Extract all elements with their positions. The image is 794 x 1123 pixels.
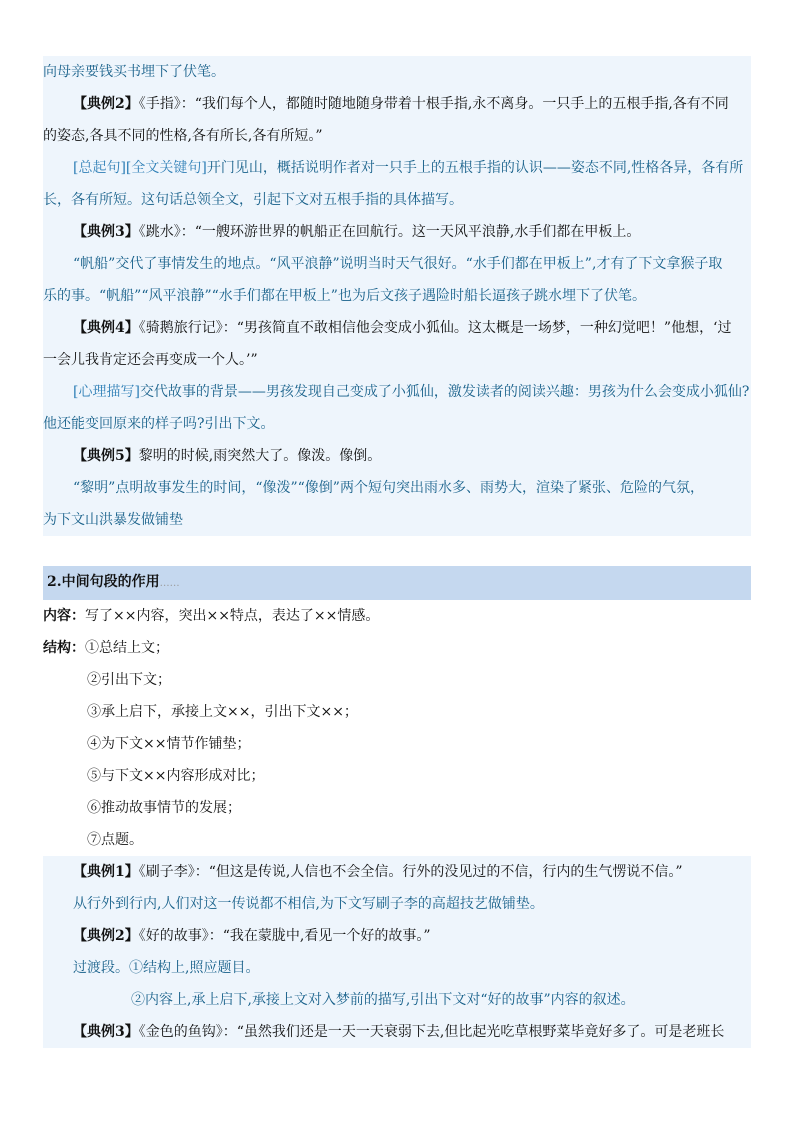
structure-item: ③承上启下，承接上文××，引出下文××； [87,704,358,720]
example-source: 《金色的鱼钩》： [138,1024,237,1040]
example-box-1 [43,56,751,536]
example-1-line [43,856,751,888]
example-quote: “一艘环游世界的帆船正在回航行。这一天风平浪静,水手们都在甲板上。 [194,224,641,240]
example-quote: “男孩简直不敢相信他会变成小狐仙。这太概是一场梦，一种幻觉吧！”他想，‘过 [236,320,732,336]
tag-label: [心理描写] [73,384,140,400]
example-3-line [43,1016,751,1048]
example-5-analysis-2: 为下文山洪暴发做铺垫 [43,512,183,528]
example-source: 《跳水》： [138,224,195,240]
content-row [43,600,751,632]
example-quote: “我们每个人，都随时随地随身带着十根手指,永不离身。一只手上的五根手指,各有不同 [194,96,729,112]
example-2-analysis-2: 长，各有所短。这句话总领全文，引起下文对五根手指的具体描写。 [43,192,463,208]
example-label: 【典例1】 [73,864,139,880]
example-quote: “但这是传说,人信也不会全信。行外的没见过的不信，行内的生气愣说不信。” [208,864,683,880]
example-4-analysis-1 [43,376,751,408]
example-2-line-1 [43,88,751,120]
structure-item: ⑦点题。 [87,832,143,848]
example-label: 【典例5】 [73,448,139,464]
example-quote: “虽然我们还是一天一天衰弱下去,但比起光吃草根野菜毕竟好多了。可是老班长 [236,1024,725,1040]
section-heading-text: 2.中间句段的作用 [47,574,160,590]
example-5-analysis-1: “黎明”点明故事发生的时间，“像泼”“像倒”两个短句突出雨水多、雨势大，渲染了紧张、危险的气氛， [73,480,704,496]
example-3-analysis-1: “帆船”交代了事情发生的地点。“风平浪静”说明当时天气很好。“水手们都在甲板上”,才有了下文拿猴子取 [73,256,723,272]
heading-dots: …… [159,578,180,589]
example-label: 【典例2】 [73,928,139,944]
example-source: 《手指》： [138,96,195,112]
analysis-text: 交代故事的背景——男孩发现自己变成了小狐仙，激发读者的阅读兴趣：男孩为什么会变成小狐仙? [139,384,750,400]
example-source: 《好的故事》： [138,928,223,944]
tag-label: [总起句][全文关键句] [73,160,207,176]
analysis-line: 向母亲要钱买书埋下了伏笔。 [43,64,225,80]
example-2-analysis-1 [43,152,751,184]
structure-item: ④为下文××情节作铺垫； [87,736,251,752]
example-2-line [43,920,751,952]
content-text: 写了××内容，突出××特点，表达了××情感。 [85,608,380,624]
document-page [43,56,751,1048]
example-1-analysis: 从行外到行内,人们对这一传说都不相信,为下文写刷子李的高超技艺做铺垫。 [73,896,544,912]
structure-label: 结构： [43,640,85,656]
example-quote: “我在蒙胧中,看见一个好的故事。” [222,928,431,944]
content-label: 内容： [43,608,85,624]
structure-item: ①总结上文； [85,640,169,656]
example-4-line-2: 一会儿我肯定还会再变成一个人。’” [43,352,258,368]
section-heading [43,566,751,600]
structure-item: ⑤与下文××内容形成对比； [87,768,265,784]
structure-row [43,632,751,664]
example-label: 【典例4】 [73,320,139,336]
structure-item: ⑥推动故事情节的发展； [87,800,241,816]
example-4-line-1 [43,312,751,344]
analysis-text: 开门见山，概括说明作者对一只手上的五根手指的认识——姿态不同,性格各异，各有所 [206,160,744,176]
example-4-analysis-2: 他还能变回原来的样子吗?引出下文。 [43,416,275,432]
example-2-line-2: 的姿态,各具不同的性格,各有所长,各有所短。” [43,128,323,144]
example-5-line-1 [43,440,751,472]
example-3-analysis-2: 乐的事。“帆船”“风平浪静”“水手们都在甲板上”也为后文孩子遇险时船长逼孩子跳水埋下了伏笔。 [43,288,646,304]
example-source: 《刷子李》： [138,864,209,880]
example-2-analysis-2: ②内容上,承上启下,承接上文对入梦前的描写,引出下文对“好的故事”内容的叙述。 [131,992,635,1008]
example-box-2 [43,856,751,1048]
section-gap [43,536,751,566]
example-label: 【典例3】 [73,1024,139,1040]
example-label: 【典例2】 [73,96,139,112]
example-3-line-1 [43,216,751,248]
example-2-analysis-1: 过渡段。①结构上,照应题目。 [73,960,260,976]
example-source: 《骑鹅旅行记》： [138,320,237,336]
example-quote: 黎明的时候,雨突然大了。像泼。像倒。 [138,448,382,464]
structure-item: ②引出下文； [87,672,171,688]
example-label: 【典例3】 [73,224,139,240]
